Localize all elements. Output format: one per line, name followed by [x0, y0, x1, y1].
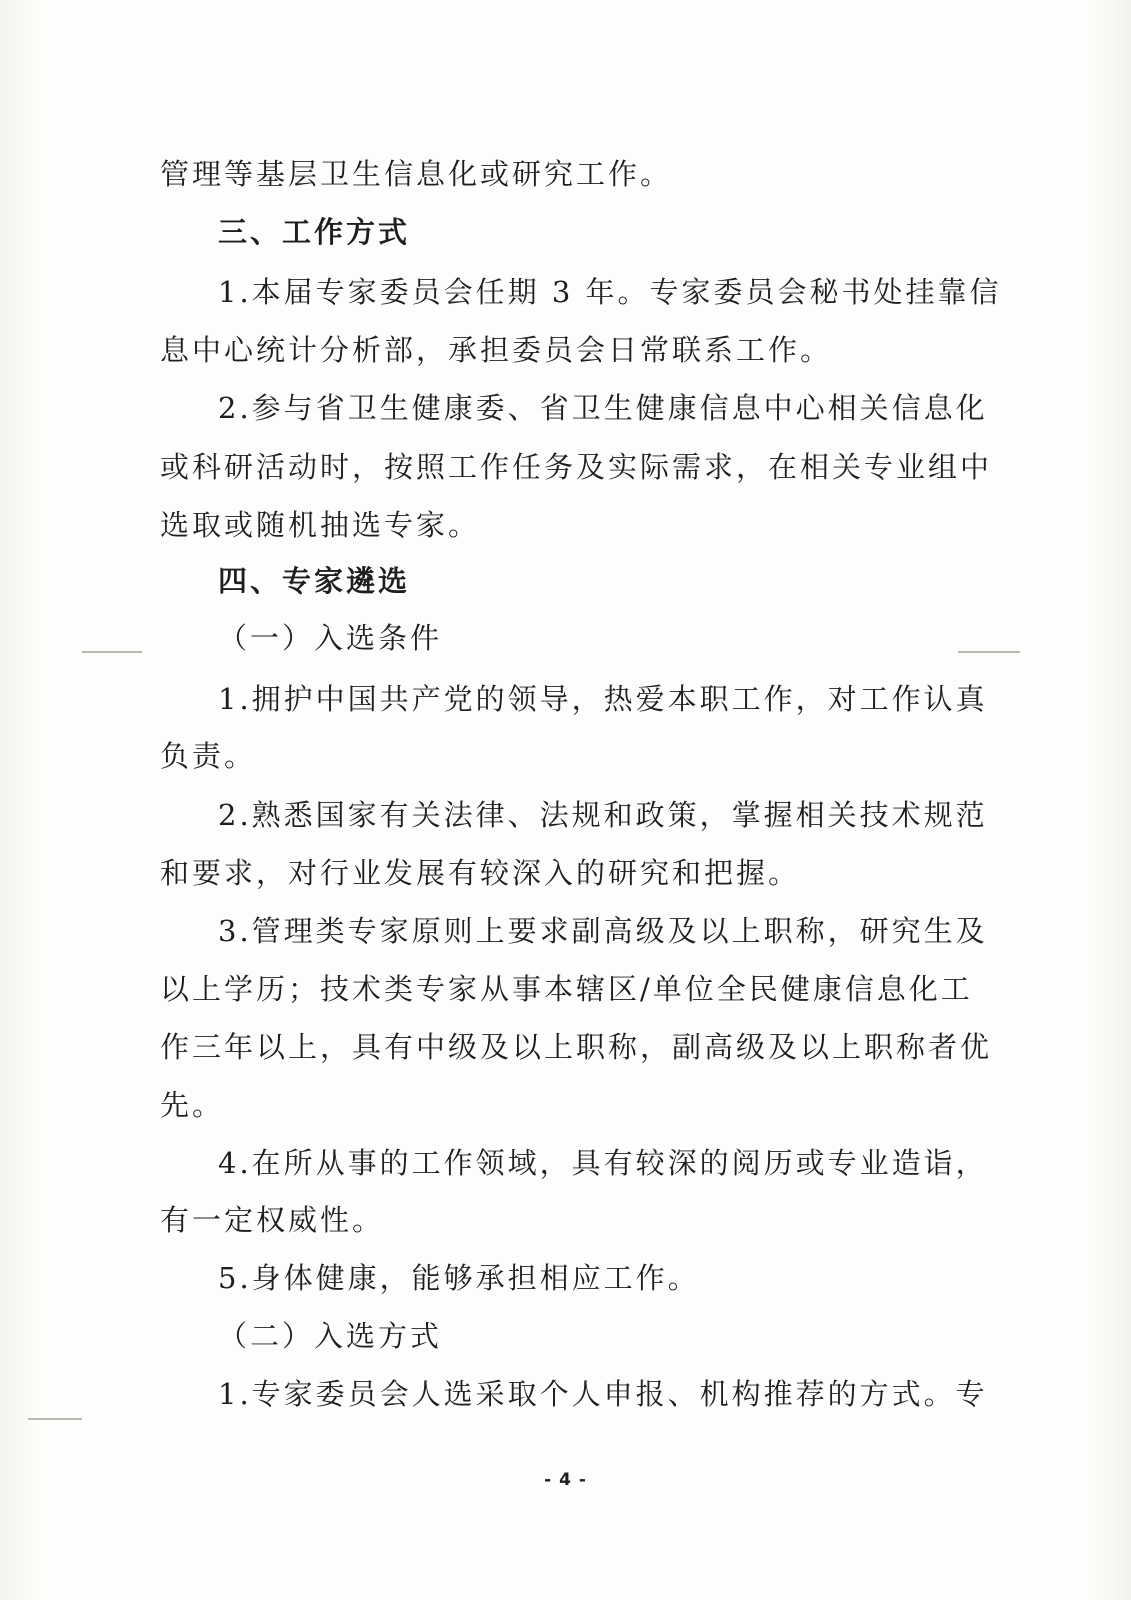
body-line: 息中心统计分析部，承担委员会日常联系工作。 [160, 333, 833, 367]
subsection-heading: （二）入选方式 [218, 1319, 443, 1353]
body-line: 以上学历；技术类专家从事本辖区/单位全民健康信息化工 [160, 972, 973, 1006]
body-line: 和要求，对行业发展有较深入的研究和把握。 [160, 856, 801, 890]
body-line: 作三年以上，具有中级及以上职称，副高级及以上职称者优 [160, 1030, 993, 1064]
body-line: 有一定权威性。 [160, 1203, 385, 1237]
body-line: 1.本届专家委员会任期 3 年。专家委员会秘书处挂靠信 [218, 275, 1002, 309]
body-line: 2.熟悉国家有关法律、法规和政策，掌握相关技术规范 [218, 798, 988, 832]
body-line: 1.专家委员会人选采取个人申报、机构推荐的方式。专 [218, 1377, 988, 1411]
scan-mark-left [82, 651, 142, 653]
body-line: 先。 [160, 1088, 225, 1122]
body-line: 4.在所从事的工作领域，具有较深的阅历或专业造诣， [218, 1146, 988, 1180]
body-line: 5.身体健康，能够承担相应工作。 [218, 1261, 700, 1295]
section-heading: 三、工作方式 [218, 215, 411, 249]
section-heading: 四、专家遴选 [218, 564, 411, 598]
body-line: 1.拥护中国共产党的领导，热爱本职工作，对工作认真 [218, 682, 988, 716]
body-line: 管理等基层卫生信息化或研究工作。 [160, 157, 673, 191]
body-line: 或科研活动时，按照工作任务及实际需求，在相关专业组中 [160, 450, 993, 484]
page-number: - 4 - [544, 1470, 587, 1490]
scan-mark-right [958, 651, 1020, 653]
body-line: 3.管理类专家原则上要求副高级及以上职称，研究生及 [218, 914, 988, 948]
body-line: 负责。 [160, 739, 257, 773]
subsection-heading: （一）入选条件 [218, 621, 443, 655]
body-line: 2.参与省卫生健康委、省卫生健康信息中心相关信息化 [218, 391, 988, 425]
scan-mark-bottom-left [28, 1418, 82, 1420]
body-line: 选取或随机抽选专家。 [160, 508, 481, 542]
